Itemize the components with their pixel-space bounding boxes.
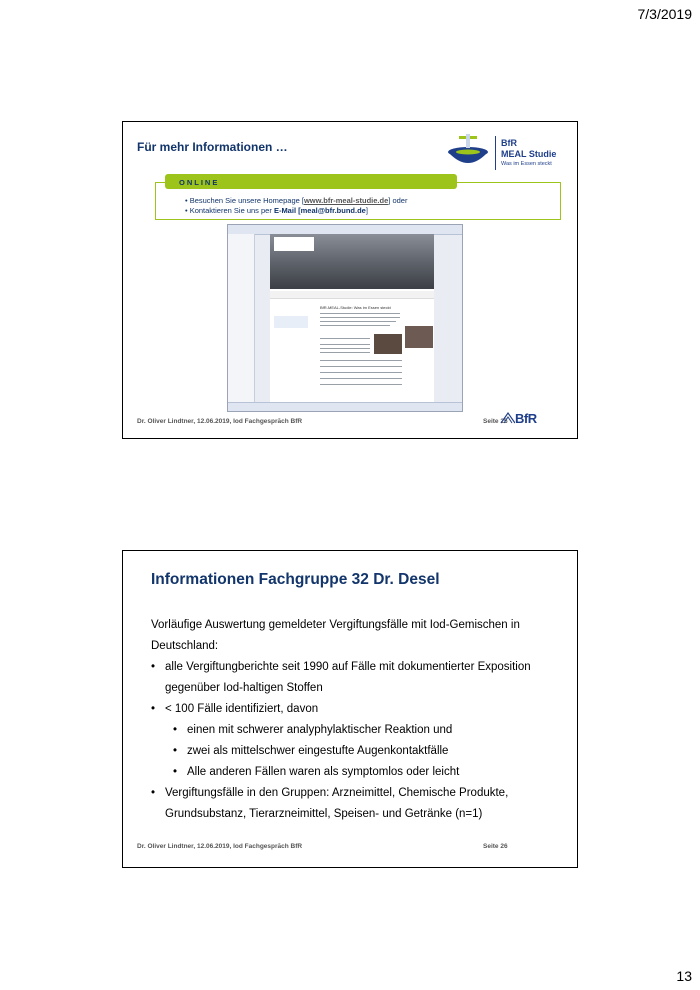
sub-bullet-item: • zwei als mittelschwer eingestufte Augenkontaktfälle [151,741,571,762]
website-nav [270,291,434,299]
bullet-item: • alle Vergiftungberichte seit 1990 auf Fälle mit dokumentierter Exposition [151,657,571,678]
taskbar [228,402,462,411]
website-heading: BfR-MEAL-Studie: Was im Essen steckt [320,305,391,310]
footer-page: Seite 25 [483,418,508,425]
website-screenshot [227,224,463,412]
slide-body [151,615,571,825]
video-thumbnail [405,326,433,348]
browser-sidebar [228,234,255,405]
footer-page: Seite 26 [483,843,508,850]
logo-bfr-text: BfR [501,138,517,148]
text-line [320,384,402,385]
sub-bullet-item: • Alle anderen Fällen waren als symptomlos oder leicht [151,762,571,783]
side-logo [274,316,308,328]
text-line [320,360,402,361]
text-line [320,313,400,314]
text-line [320,352,370,353]
text-line [320,344,370,345]
text-line [320,372,402,373]
text-line [320,321,396,322]
logo-meal-studie-text: MEAL Studie [501,149,557,159]
text-line [320,378,402,379]
text-line [320,366,402,367]
bullet-item: • < 100 Fälle identifiziert, davon [151,699,571,720]
bfr-meal-studie-logo [445,132,563,174]
homepage-line: • Besuchen Sie unsere Homepage [www.bfr-meal-studie.de] oder [185,196,408,205]
slide-title: Informationen Fachgruppe 32 Dr. Desel [151,571,440,588]
website-logo [274,237,314,251]
bullet-continuation: Grundsubstanz, Tierarzneimittel, Speisen- und Getränke (n=1) [165,808,483,820]
slide-25 [122,121,578,439]
text-line [320,348,370,349]
slide-26 [122,550,578,868]
bfr-logo-text: BfR [515,411,537,426]
homepage-link[interactable]: www.bfr-meal-studie.de [303,196,389,205]
intro-line: Vorläufige Auswertung gemeldeter Vergiftungsfälle mit Iod-Gemischen in [151,619,520,631]
email-link[interactable]: E-Mail [meal@bfr.bund.de [273,206,366,215]
online-label: ONLINE [179,178,220,187]
logo-tagline: Was im Essen steckt [501,161,552,167]
website-page [270,234,434,405]
meal-emblem-icon [445,132,491,174]
page-number: 13 [676,968,692,984]
bullet-item: • Vergiftungsfälle in den Gruppen: Arzneimittel, Chemische Produkte, [151,783,571,804]
footer-author: Dr. Oliver Lindtner, 12.06.2019, Iod Fachgesprăch BfR [137,418,303,425]
logo-divider [495,136,496,170]
email-line: • Kontaktieren Sie uns per E-Mail [meal@bfr.bund.de] [185,206,368,215]
bfr-mark-icon [501,411,515,425]
sub-bullet-item: • einen mit schwerer analyphylaktischer Reaktion und [151,720,571,741]
article-thumbnail [374,334,402,354]
intro-line: Deutschland: [151,640,219,652]
bullet-continuation: gegenüber Iod-haltigen Stoffen [165,682,323,694]
text-line [320,325,390,326]
print-date: 7/3/2019 [637,6,692,22]
text-line [320,338,370,339]
text-line [320,317,400,318]
footer-author: Dr. Oliver Lindtner, 12.06.2019, Iod Fachgesprăch BfR [137,843,303,850]
slide-title: Für mehr Informationen … [137,140,288,154]
